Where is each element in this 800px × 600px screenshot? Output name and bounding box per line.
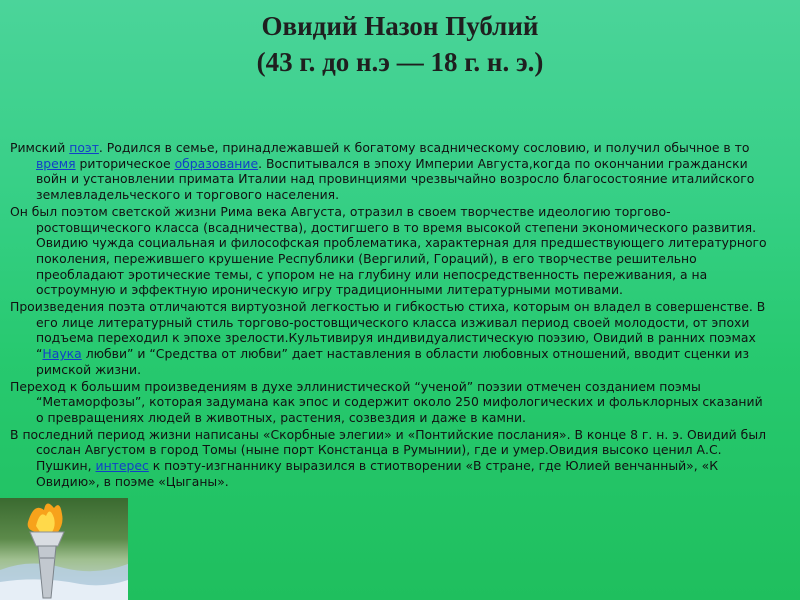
paragraph-4: Переход к большим произведениям в духе эллинистической “ученой” поэзии отмечен созданием поэмы “Метаморфозы”, которая задумана как эпос и содержит около 250 мифологических и фольклорных сказаний о превращениях людей в животных, растения, созвездия и даже в камни. (10, 378, 763, 425)
link-time[interactable]: время (36, 155, 76, 171)
title-line-2: (43 г. до н.э — 18 г. н. э.) (256, 47, 544, 77)
paragraph-2: Он был поэтом светской жизни Рима века Августа, отразил в своем творчестве идеологию торгово-ростовщического класса (всадничества), достигшего в то время высокой степени экономического развития. Овидию чужда социальная и философская проблематика, характерная для предшествующего литературного поколения, пережившего крушение Республики (Вергилий, Гораций), в его творчестве решительно преобладают эротические темы, с упором не на глубину или непосредственность переживания, а на остроумную и эффектную ироническую игру традиционными литературными мотивами. (10, 203, 767, 298)
paragraph-text: Римский (10, 140, 70, 155)
paragraph-1 (10, 140, 772, 203)
paragraph-text: . Родился в семье, принадлежавшей к богатому всадническому сословию, и получил обычное в то (98, 140, 750, 155)
paragraph-text: любви” и “Средства от любви” дает наставления в области любовных отношений, вводит сценки из римской жизни. (36, 346, 750, 377)
paragraph-text: риторическое (75, 155, 175, 171)
link-science[interactable]: Наука (42, 346, 82, 362)
link-education[interactable]: образование (174, 155, 259, 171)
link-poet[interactable]: поэт (69, 140, 99, 155)
paragraph-3 (10, 299, 772, 378)
paragraph-text: В последний период жизни написаны «Скорбные элегии» и «Понтийские послания». В конце 8 г. н. э. Овидий был сослан Августом в город Томы (ныне порт Констанца в Румынии), где и умер.Овидия высоко ценил А.С. Пушкин, (10, 426, 767, 474)
paragraph-text: Произведения поэта отличаются виртуозной легкостью и гибкостью стиха, которым он владел в совершенстве. В его лице литературный стиль торгово-ростовщического класса изживал период своей молодости, от эпохи подъема переходил к эпохе зрелости.Культивируя индивидуалистическую поэзию, Овидий в ранних поэмах “ (10, 299, 766, 362)
olympic-torch-icon (0, 498, 128, 600)
paragraph-text: к поэту-изгнаннику выразился в стиотворении «В стране, где Юлией венчанный», «К Овидию», в поэме «Цыганы». (36, 458, 719, 489)
page-title (0, 8, 800, 80)
paragraph-5 (10, 427, 772, 490)
biography-text (10, 140, 772, 490)
title-line-1: Овидий Назон Публий (261, 11, 539, 41)
link-interest[interactable]: интерес (95, 458, 149, 474)
paragraph-text: . Воспитывался в эпоху Империи Августа,когда по окончании граждански войн и установлении примата Италии над провинциями чрезвычайно возросло благосостояние италийского землевладельческого и торгового населения. (36, 155, 755, 203)
